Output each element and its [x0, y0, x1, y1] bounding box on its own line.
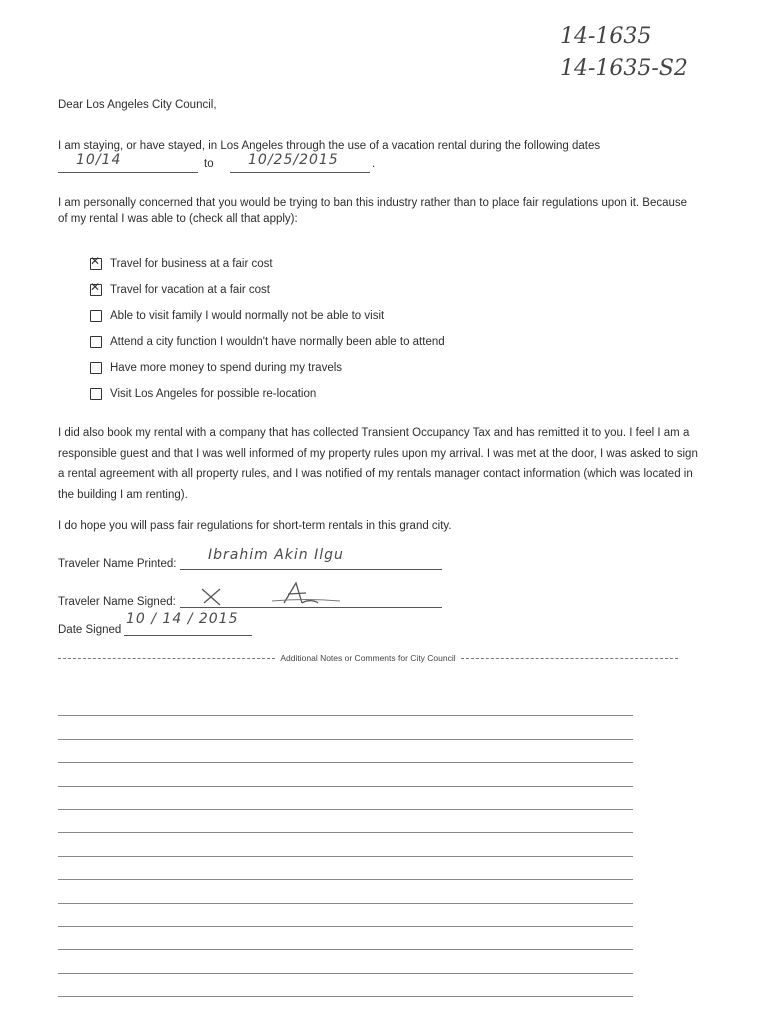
notes-line[interactable] — [58, 740, 633, 763]
traveler-name-printed-field[interactable] — [180, 549, 442, 570]
notes-line[interactable] — [58, 974, 633, 997]
to-label: to — [204, 158, 214, 170]
concern-paragraph: I am personally concerned that you would be trying to ban this industry rather than to place fair regulations upon it. Because of my rental I was able to (check all that apply): — [58, 197, 688, 225]
checklist-label: Travel for vacation at a fair cost — [110, 284, 271, 296]
greeting: Dear Los Angeles City Council, — [58, 99, 217, 111]
traveler-name-printed-label: Traveler Name Printed: — [58, 558, 177, 570]
checkbox[interactable] — [90, 336, 102, 348]
checklist-item[interactable] — [90, 251, 445, 277]
checklist-label: Travel for business at a fair cost — [110, 258, 273, 270]
checklist-item[interactable] — [90, 277, 445, 303]
notes-lines[interactable] — [58, 693, 633, 997]
notes-label: Additional Notes or Comments for City Council — [280, 653, 456, 663]
date-to-value: 10/25/2015 — [248, 152, 339, 168]
closing-sentence: I do hope you will pass fair regulations for short-term rentals in this grand city. — [58, 520, 452, 532]
dates-row — [58, 152, 658, 174]
checkbox-checked[interactable] — [90, 284, 102, 296]
traveler-name-printed-value: Ibrahim Akin Ilgu — [208, 547, 344, 563]
notes-line[interactable] — [58, 787, 633, 810]
date-from-value: 10/14 — [76, 152, 122, 168]
checkbox[interactable] — [90, 362, 102, 374]
checklist-item[interactable] — [90, 329, 445, 355]
handwritten-signature — [198, 579, 358, 609]
notes-line[interactable] — [58, 716, 633, 739]
notes-line[interactable] — [58, 857, 633, 880]
traveler-name-signed-label: Traveler Name Signed: — [58, 596, 176, 608]
period: . — [372, 158, 376, 170]
notes-line[interactable] — [58, 904, 633, 927]
dashed-divider-left — [58, 658, 275, 659]
checklist-label: Have more money to spend during my travels — [110, 362, 343, 374]
traveler-name-signed-row — [58, 586, 458, 610]
signature-field[interactable] — [180, 587, 442, 608]
checklist-label: Visit Los Angeles for possible re-location — [110, 388, 317, 400]
date-signed-row — [58, 611, 258, 638]
reasons-checklist — [90, 251, 445, 407]
file-number-stamp-1: 14-1635 — [560, 24, 652, 49]
date-signed-label: Date Signed — [58, 624, 122, 636]
intro-text: I am staying, or have stayed, in Los Angeles through the use of a vacation rental during the following dates — [58, 140, 601, 152]
notes-line[interactable] — [58, 833, 633, 856]
file-number-stamp-2: 14-1635-S2 — [560, 56, 688, 81]
notes-line[interactable] — [58, 950, 633, 973]
notes-line[interactable] — [58, 693, 633, 716]
notes-header — [58, 650, 678, 666]
checklist-item[interactable] — [90, 355, 445, 381]
checklist-item[interactable] — [90, 303, 445, 329]
notes-line[interactable] — [58, 810, 633, 833]
checkbox[interactable] — [90, 310, 102, 322]
checkbox-checked[interactable] — [90, 258, 102, 270]
notes-line[interactable] — [58, 880, 633, 903]
tax-paragraph: I did also book my rental with a company that has collected Transient Occupancy Tax and has remitted it to you. I feel I am a responsible guest and that I was well informed of my property rules upon my arrival. I was met at the door, I was asked to sign a rental agreement with all property rules, and I was notified of my rentals manager contact information (which was located in the building I am renting). — [58, 427, 698, 501]
date-signed-value: 10 / 14 / 2015 — [126, 611, 239, 627]
checklist-label: Attend a city function I wouldn't have normally been able to attend — [110, 336, 445, 348]
checklist-item[interactable] — [90, 381, 445, 407]
traveler-name-printed-row — [58, 548, 458, 572]
notes-line[interactable] — [58, 763, 633, 786]
date-to-field[interactable] — [230, 152, 370, 173]
checkbox[interactable] — [90, 388, 102, 400]
checklist-label: Able to visit family I would normally not be able to visit — [110, 310, 385, 322]
dashed-divider-right — [461, 658, 678, 659]
notes-line[interactable] — [58, 927, 633, 950]
date-from-field[interactable] — [58, 152, 198, 173]
date-signed-field[interactable] — [124, 611, 252, 636]
